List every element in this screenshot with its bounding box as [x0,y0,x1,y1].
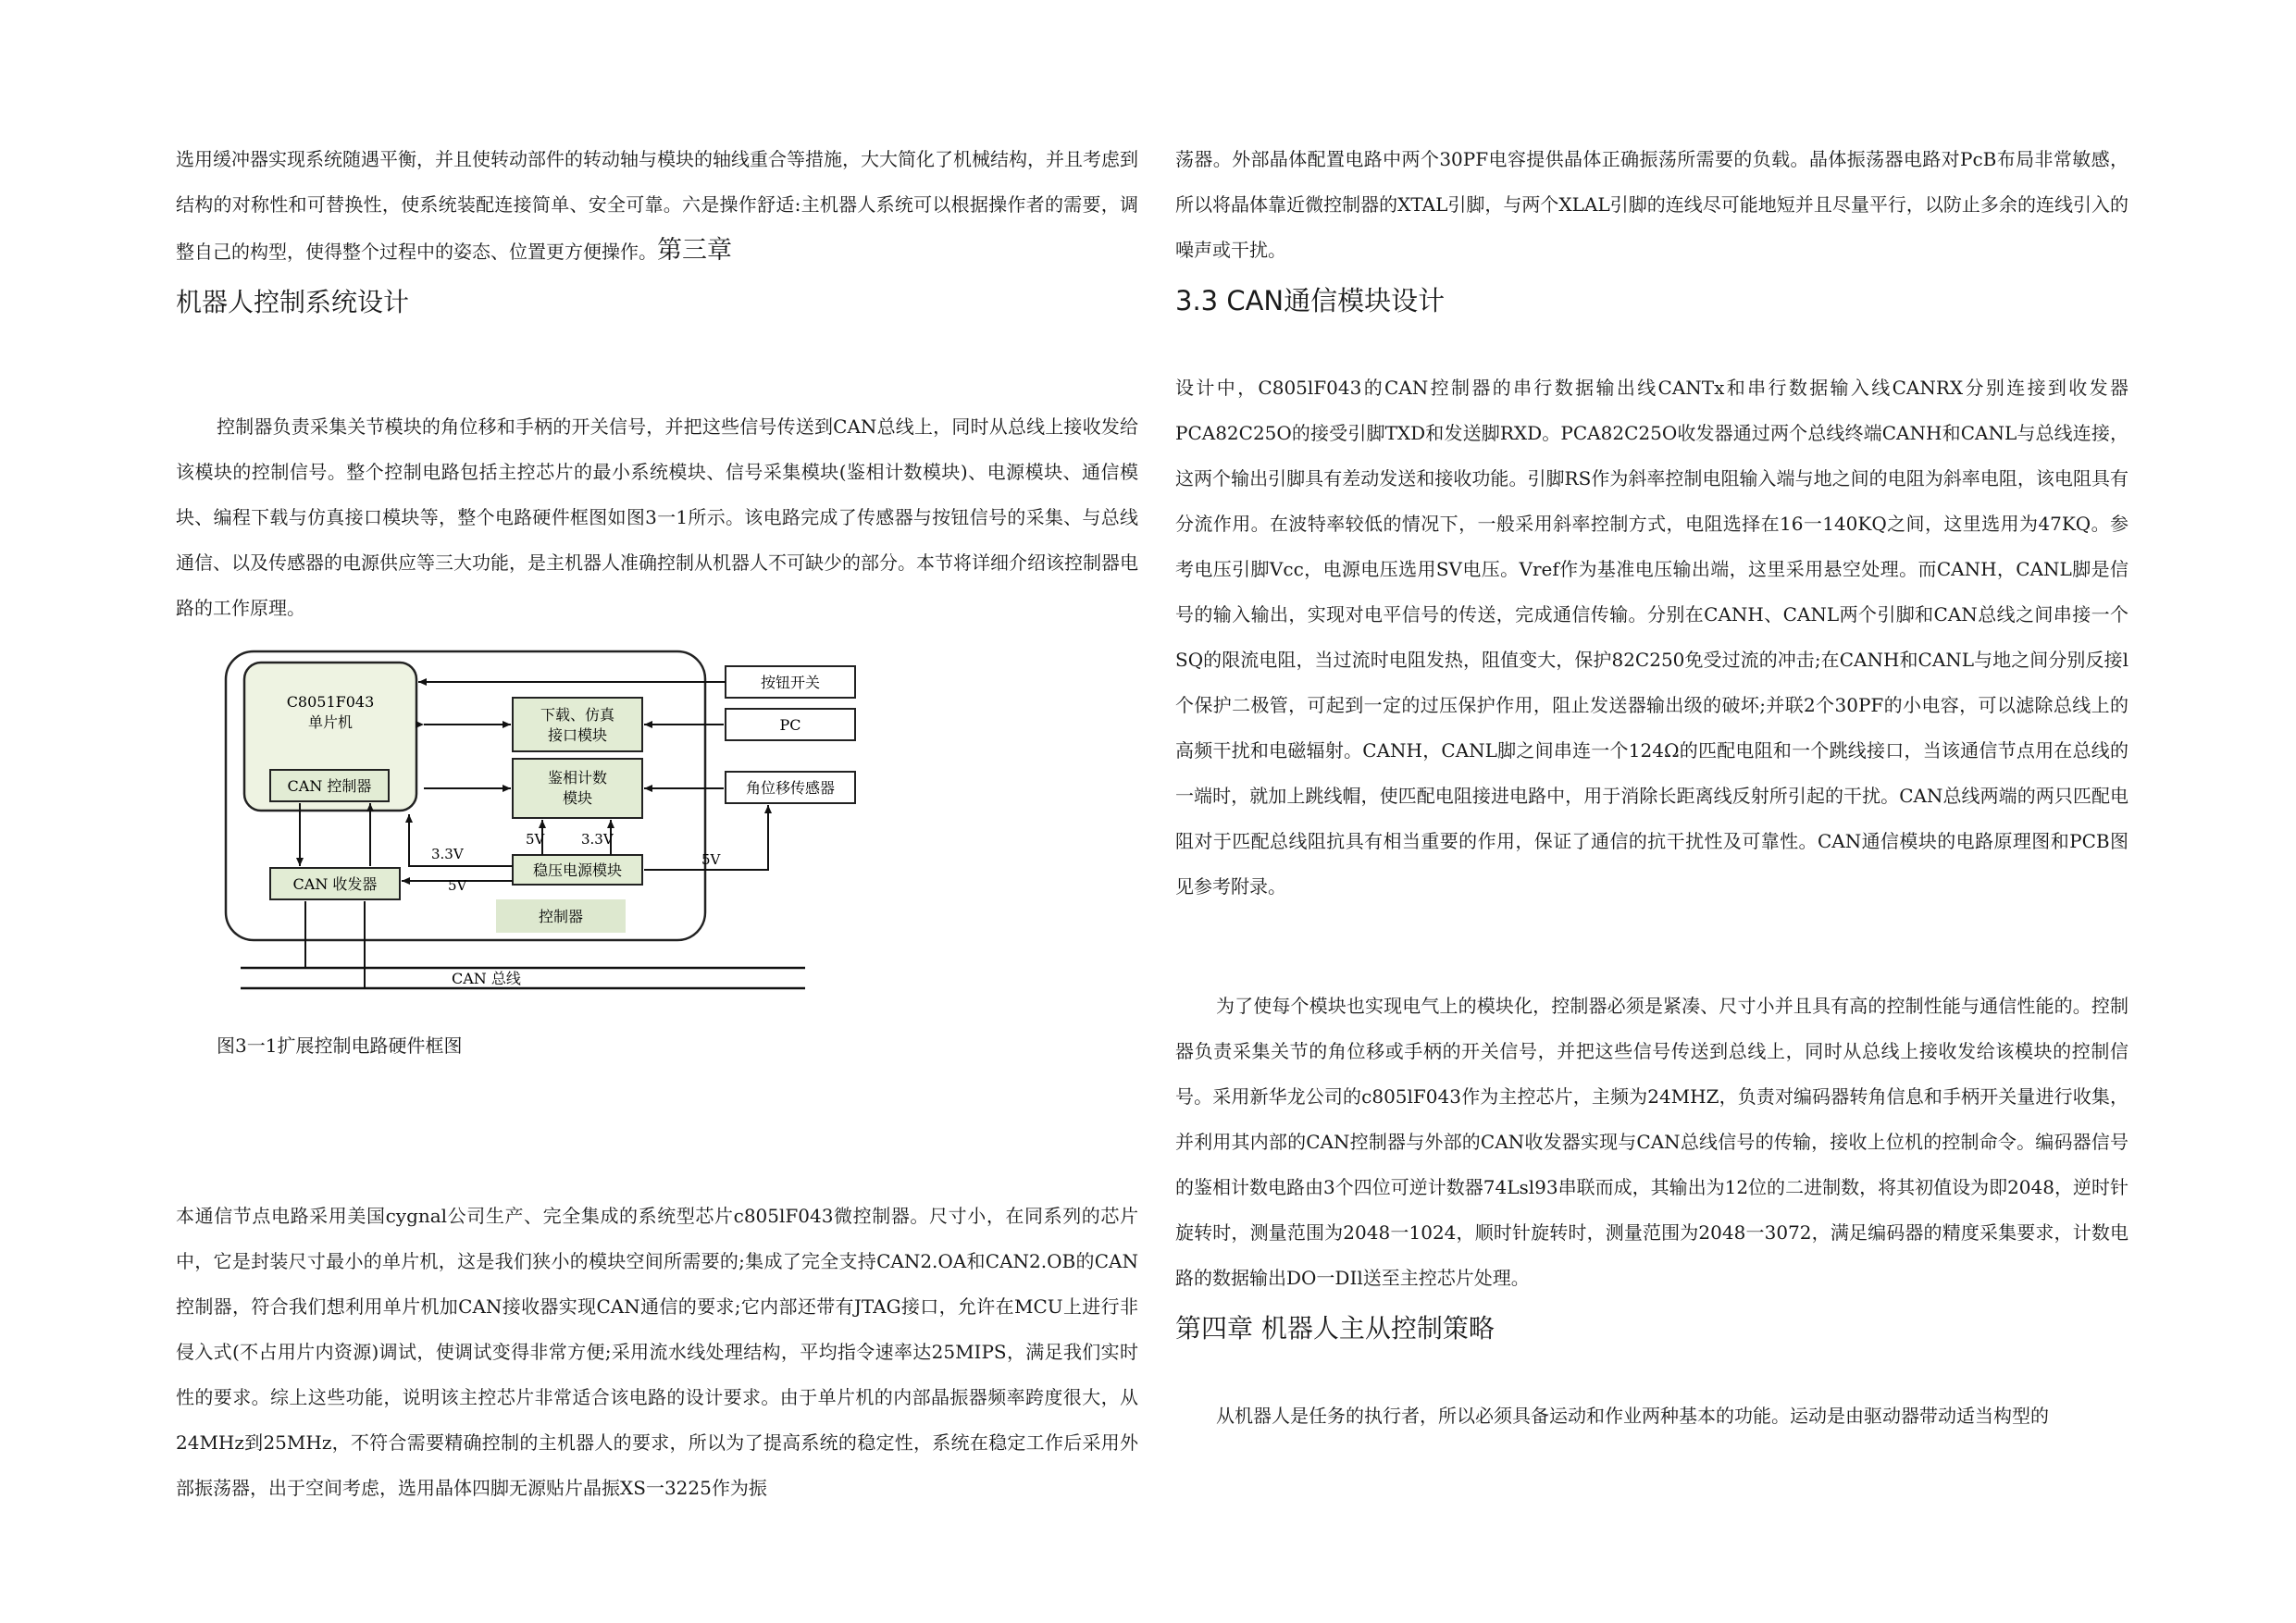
paragraph-mcu: 本通信节点电路采用美国cygnal公司生产、完全集成的系统型芯片c805lF043微控制器。尺寸小，在同系列的芯片中，它是封装尺寸最小的单片机，这是我们狭小的模块空间所需要的;集成了完全支持CAN2.OA和CAN2.OB的CAN控制器，符合我们想利用单片机加CAN接收器实现CAN通信的要求;它内部还带有JTAG接口，允许在MCU上进行非侵入式(不占用片内资源)调试，使调试变得非常方便;采用流水线处理结构，平均指令速率达25MIPS，满足我们实时性的要求。综上这些功能，说明该主控芯片非常适合该电路的设计要求。由于单片机的内部晶振器频率跨度很大，从24MHz到25MHz，不符合需要精确控制的主机器人的要求，所以为了提高系统的稳定性，系统在稳定工作后采用外部振荡器，出于空间考虑，选用晶体四脚无源贴片晶振XS一3225作为振 [176,1205,1138,1499]
voltage-3v3-phase: 3.3V [581,831,614,848]
spacer [1175,328,2128,365]
paragraph-slave-robot: 从机器人是任务的执行者，所以必须具备运动和作业两种基本的功能。运动是由驱动器带动适当构型的 [1216,1405,2049,1427]
mcu-subtitle: 单片机 [307,713,354,731]
spacer [176,1064,1138,1194]
mcu-title: C8051F043 [286,693,375,711]
spacer [1175,910,2128,984]
chapter-4-heading: 第四章 机器人主从控制策略 [1175,1313,1495,1344]
paragraph-intro [176,137,1138,275]
chapter-3-inline-title: 第三章 [657,236,732,265]
phase-counter-box [513,759,642,818]
phase-label: 鉴相计数 [547,769,608,787]
pc-label: PC [779,716,801,734]
paragraph-crystal: 荡器。外部晶体配置电路中两个30PF电容提供晶体正确振荡所需要的负载。晶体振荡器电路对PcB布局非常敏感，所以将晶体靠近微控制器的XTAL引脚，与两个XLAL引脚的连线尽可能地短并且尽量平行，以防止多余的连线引入的噪声或干扰。 [1175,148,2128,261]
can-controller-label: CAN 控制器 [287,777,372,795]
section-3-3-heading: 3.3 CAN通信模块设计 [1175,285,1446,316]
power-label: 稳压电源模块 [532,861,623,879]
angle-sensor-label: 角位移传感器 [745,779,836,797]
block-diagram-svg [213,644,861,1014]
download-label: 下载、仿真 [540,706,615,724]
paragraph-modularization: 为了使每个模块也实现电气上的模块化，控制器必须是紧凑、尺寸小并且具有高的控制性能与通信性能的。控制器负责采集关节的角位移或手柄的开关信号，并把这些信号传送到总线上，同时从总线上接收发给该模块的控制信号。采用新华龙公司的c805lF043作为主控芯片，主频为24MHZ，负责对编码器转角信息和手柄开关量进行收集，并利用其内部的CAN控制器与外部的CAN收发器实现与CAN总线信号的传输，接收上位机的控制命令。编码器信号的鉴相计数电路由3个四位可逆计数器74Lsl93串联而成，其输出为12位的二进制数，将其初值设为即2048，逆时针旋转时，测量范围为2048一1024，顺时针旋转时，测量范围为2048一3072，满足编码器的精度采集要求，计数电路的数据输出DO一DIl送至主控芯片处理。 [1175,995,2128,1289]
figure-caption: 图3一1扩展控制电路硬件框图 [217,1035,463,1057]
voltage-5v-sensor: 5V [701,851,721,868]
paragraph-controller: 控制器负责采集关节模块的角位移和手柄的开关信号，并把这些信号传送到CAN总线上，同时从总线上接收发给该模块的控制信号。整个控制电路包括主控芯片的最小系统模块、信号采集模块(鉴相计数模块)、电源模块、通信模块、编程下载与仿真接口模块等，整个电路硬件框图如图3一1所示。该电路完成了传感器与按钮信号的采集、与总线通信、以及传感器的电源供应等三大功能，是主机器人准确控制从机器人不可缺少的部分。本节将详细介绍该控制器电路的工作原理。 [176,415,1138,619]
paragraph-can-module: 设计中，C805lF043的CAN控制器的串行数据输出线CANTx和串行数据输入线CANRX分别连接到收发器PCA82C25O的接受引脚TXD和发送脚RXD。PCA82C25O收发器通过两个总线终端CANH和CANL与总线连接，这两个输出引脚具有差动发送和接收功能。引脚RS作为斜率控制电阻输入端与地之间的电阻为斜率电阻，该电阻具有分流作用。在波特率较低的情况下，一般采用斜率控制方式，电阻选择在16一140KQ之间，这里选用为47KQ。参考电压引脚Vcc，电源电压选用SV电压。Vref作为基准电压输出端，这里采用悬空处理。而CANH，CANL脚是信号的输入输出，实现对电平信号的传送，完成通信传输。分别在CANH、CANL两个引脚和CAN总线之间串接一个SQ的限流电阻，当过流时电阻发热，阻值变大，保护82C250免受过流的冲击;在CANH和CANL与地之间分别反接l个保护二极管，可起到一定的过压保护作用，阻止发送器输出级的破坏;并联2个30PF的小电容，可以滤除总线上的高频干扰和电磁辐射。CANH，CANL脚之间串连一个124Ω的匹配电阻和一个跳线接口，当该通信节点用在总线的一端时，就加上跳线帽，使匹配电阻接进电路中，用于消除长距离线反射所引起的干扰。CAN总线两端的两只匹配电阻对于匹配总线阻抗具有相当重要的作用，保证了通信的抗干扰性及可靠性。CAN通信模块的电路原理图和PCB图见参考附录。 [1175,377,2128,898]
spacer [176,330,1138,404]
chapter-3-title: 机器人控制系统设计 [176,287,410,317]
can-bus-label: CAN 总线 [452,970,521,987]
voltage-5v-transceiver: 5V [448,877,467,894]
right-column [1175,137,2128,1439]
transceiver-label: CAN 收发器 [292,875,378,893]
intro-text: 选用缓冲器实现系统随遇平衡，并且使转动部件的转动轴与模块的轴线重合等措施，大大简化了机械结构，并且考虑到结构的对称性和可替换性，使系统装配连接简单、安全可靠。六是操作舒适:主机器人系统可以根据操作者的需要，调整自己的构型，使得整个过程中的姿态、位置更方便操作。 [176,148,1138,263]
left-column [176,137,1138,1511]
spacer [1175,1357,2128,1394]
download-sublabel: 接口模块 [547,726,608,744]
voltage-5v-phase: 5V [526,831,545,848]
hardware-block-diagram [213,644,861,1014]
phase-sublabel: 模块 [562,789,593,807]
voltage-3v3-mcu: 3.3V [431,846,464,862]
button-switch-label: 按钮开关 [760,674,821,691]
controller-label: 控制器 [538,908,584,925]
